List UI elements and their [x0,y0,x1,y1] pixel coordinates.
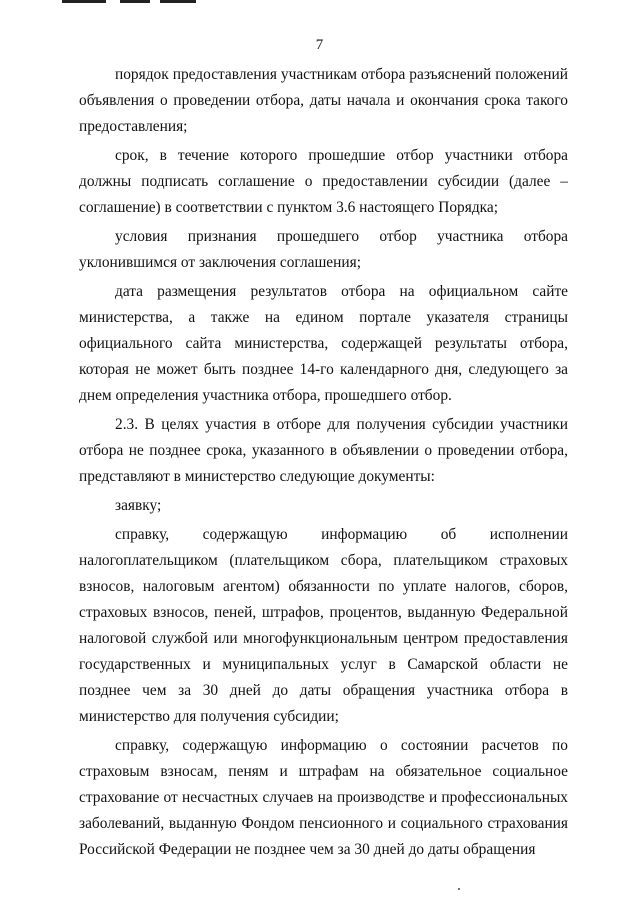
paragraph-tax-certificate: справку, содержащую информацию об исполнении налогоплательщиком (плательщиком сбора, плательщиком страховых взносов, налоговым агентом) обязанности по уплате налогов, сборов, страховых взносов, пеней, штрафов, процентов, выданную Федеральной налоговой службой или многофункциональным центром предоставления государственных и муниципальных услуг в Самарской области не позднее чем за 30 дней до даты обращения участника отбора в министерство для получения субсидии; [79,526,568,725]
scan-mark [160,0,196,3]
paragraph-results-publication: дата размещения результатов отбора на официальном сайте министерства, а также на едином портале указателя страницы официального сайта министерства, содержащей результаты отбора, которая не может быть позднее 14-го календарного дня, следующего за днем определения участника отбора, прошедшего отбор. [79,283,568,404]
scan-mark [62,0,106,3]
scan-mark [120,0,150,3]
page-number: 7 [315,37,324,53]
scan-speck [458,888,460,890]
paragraph-insurance-certificate: справку, содержащую информацию о состоянии расчетов по страховым взносам, пеням и штрафам на обязательное социальное страхование от несчастных случаев на производстве и профессиональных заболеваний, выданную Фондом пенсионного и социального страхования Российской Федерации не позднее чем за 30 дней до даты обращения [79,737,568,858]
document-body [79,62,568,863]
paragraph-application: заявку; [115,497,162,514]
scan-edge-marks [0,0,639,6]
paragraph-clarifications: порядок предоставления участникам отбора разъяснений положений объявления о проведении отбора, даты начала и окончания срока такого предоставления; [79,66,568,135]
paragraph-agreement-deadline: срок, в течение которого прошедшие отбор участники отбора должны подписать соглашение о предоставлении субсидии (далее – соглашение) в соответствии с пунктом 3.6 настоящего Порядка; [79,147,568,216]
paragraph-evasion-conditions: условия признания прошедшего отбор участника отбора уклонившимся от заключения соглашения; [79,228,568,271]
paragraph-section-2-3: 2.3. В целях участия в отборе для получения субсидии участники отбора не позднее срока, указанного в объявлении о проведении отбора, представляют в министерство следующие документы: [79,416,568,485]
